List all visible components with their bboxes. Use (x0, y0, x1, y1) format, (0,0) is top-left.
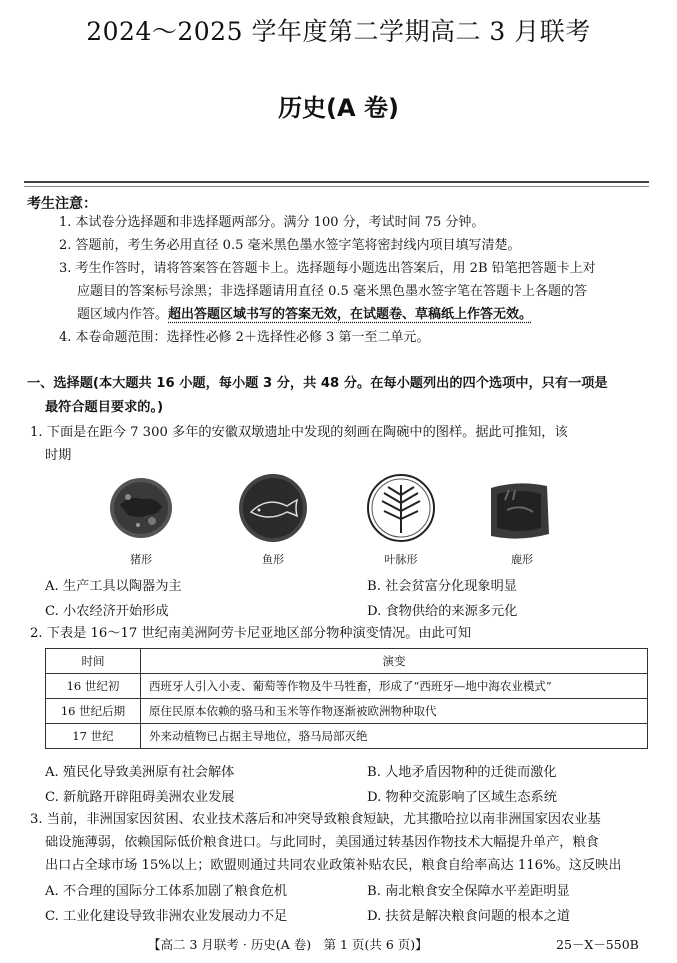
notice-item-3-end (77, 303, 532, 326)
notice-emphasis: 超出答题区域书写的答案无效，在试题卷、草稿纸上作答无效。 (168, 307, 533, 322)
table-header: 时间 (46, 649, 141, 674)
divider (24, 186, 649, 187)
exam-subtitle: 历史(A 卷) (278, 94, 399, 122)
question-1-stem-cont: 时期 (45, 448, 72, 463)
question-1-stem: 1. 下面是在距今 7 300 多年的安徽双墩遗址中发现的刻画在陶碗中的图样。据此可推知，该 (30, 425, 568, 440)
question-1-option-b: B. 社会贫富分化现象明显 (367, 579, 517, 594)
table-row (46, 699, 648, 724)
question-2-option-d: D. 物种交流影响了区域生态系统 (367, 790, 557, 805)
question-2-stem: 2. 下表是 16～17 世纪南美洲阿劳卡尼亚地区部分物种演变情况。由此可知 (30, 626, 472, 641)
paper-code: 25－X－550B (556, 937, 639, 952)
question-3-stem-cont: 础设施薄弱，依赖国际低价粮食进口。与此同时，美国通过转基因作物技术大幅提升单产，粮食 (45, 835, 599, 850)
section-heading-cont: 最符合题目要求的。) (45, 400, 164, 415)
pottery-image-fish (237, 472, 309, 548)
table-row (46, 724, 648, 749)
question-2-option-b: B. 人地矛盾因物种的迁徙而激化 (367, 765, 557, 780)
table-cell: 17 世纪 (46, 724, 141, 749)
pottery-image-deer (487, 480, 551, 546)
question-3-option-d: D. 扶贫是解决粮食问题的根本之道 (367, 909, 571, 924)
table-header-row (46, 649, 648, 674)
notice-item-3: 3. 考生作答时，请将答案答在答题卡上。选择题每小题选出答案后，用 2B 铅笔把答题卡上对 (59, 261, 596, 276)
table-header: 演变 (141, 649, 648, 674)
page-footer: 【高二 3 月联考 · 历史(A 卷) 第 1 页(共 6 页)】 (148, 937, 428, 952)
question-3-option-b: B. 南北粮食安全保障水平差距明显 (367, 884, 570, 899)
pottery-image-leaf (366, 473, 436, 547)
question-2-option-c: C. 新航路开辟阻碍美洲农业发展 (45, 790, 235, 805)
notice-item-4: 4. 本卷命题范围：选择性必修 2＋选择性必修 3 第一至二单元。 (59, 330, 430, 345)
question-3-option-c: C. 工业化建设导致非洲农业发展动力不足 (45, 909, 288, 924)
question-3-stem: 3. 当前，非洲国家因贫困、农业技术落后和冲突导致粮食短缺，尤其撒哈拉以南非洲国家因农业基 (30, 812, 601, 827)
caption-deer: 鹿形 (511, 553, 533, 566)
caption-leaf: 叶脉形 (384, 553, 418, 566)
question-1-option-d: D. 食物供给的来源多元化 (367, 604, 518, 619)
table-cell: 原住民原本依赖的骆马和玉米等作物逐渐被欧洲物种取代 (141, 699, 648, 724)
divider (24, 181, 649, 183)
table-cell: 16 世纪初 (46, 674, 141, 699)
notice-text: 题区域内作答。 (77, 307, 169, 322)
question-3-stem-end: 出口占全球市场 15%以上；欧盟则通过共同农业政策补贴农民，粮食自给率高达 116%。这反映出 (45, 858, 622, 873)
notice-item-2: 2. 答题前，考生务必用直径 0.5 毫米黑色墨水签字笔将密封线内项目填写清楚。 (59, 238, 521, 253)
question-2-table (45, 648, 648, 749)
table-row (46, 674, 648, 699)
exam-title: 2024～2025 学年度第二学期高二 3 月联考 (86, 17, 591, 46)
notice-item-3-cont: 应题目的答案标号涂黑；非选择题请用直径 0.5 毫米黑色墨水签字笔在答题卡上各题的答 (77, 284, 587, 299)
table-cell: 外来动植物已占据主导地位，骆马局部灭绝 (141, 724, 648, 749)
question-1-option-c: C. 小农经济开始形成 (45, 604, 169, 619)
pottery-image-pig (108, 475, 174, 545)
caption-fish: 鱼形 (262, 553, 284, 566)
question-2-option-a: A. 殖民化导致美洲原有社会解体 (45, 765, 235, 780)
notice-item-1: 1. 本试卷分选择题和非选择题两部分。满分 100 分，考试时间 75 分钟。 (59, 215, 485, 230)
question-1-option-a: A. 生产工具以陶器为主 (45, 579, 182, 594)
caption-pig: 猪形 (130, 553, 152, 566)
table-cell: 16 世纪后期 (46, 699, 141, 724)
question-3-option-a: A. 不合理的国际分工体系加剧了粮食危机 (45, 884, 288, 899)
notice-heading: 考生注意： (27, 196, 97, 212)
section-heading: 一、选择题(本大题共 16 小题，每小题 3 分，共 48 分。在每小题列出的四个选项中，只有一项是 (27, 376, 608, 391)
table-cell: 西班牙人引入小麦、葡萄等作物及牛马牲畜，形成了“西班牙—地中海农业模式” (141, 674, 648, 699)
